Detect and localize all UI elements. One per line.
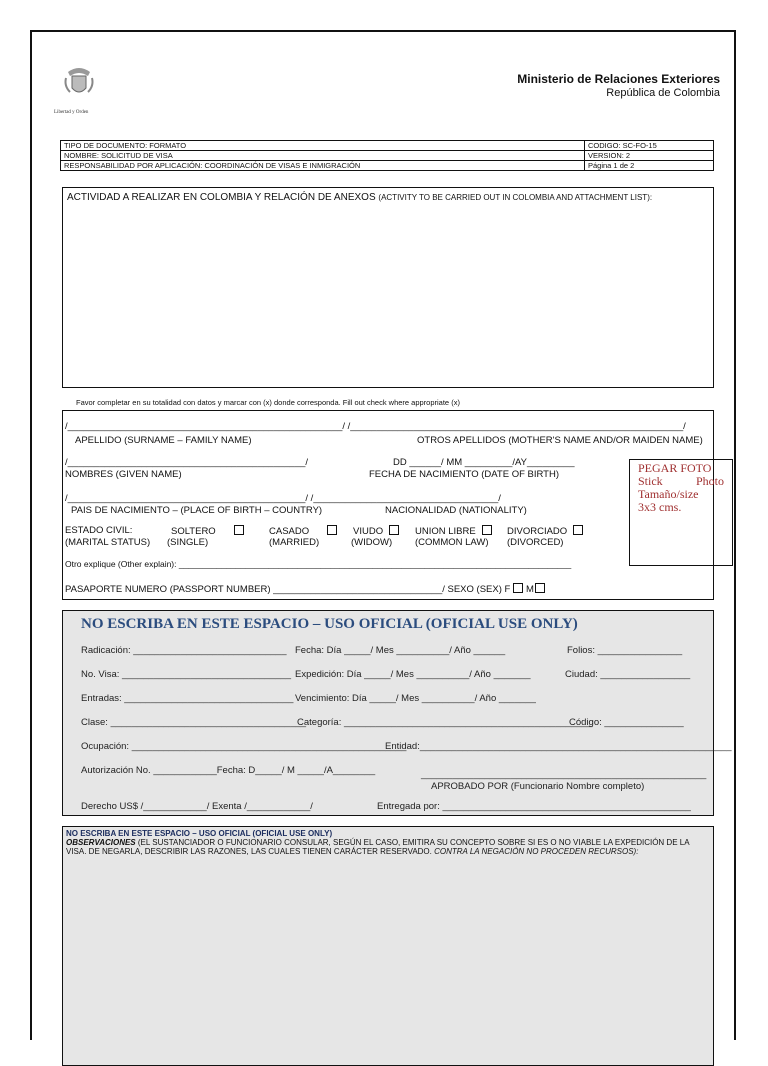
other-explain-field[interactable]: Otro explique (Other explain): ___________________________________________________________________________________ bbox=[65, 559, 572, 569]
meta-code: CODIGO: SC-FO-15 bbox=[585, 141, 714, 151]
birth-place-label: PAIS DE NACIMIENTO – (PLACE OF BIRTH – COUNTRY) bbox=[71, 505, 323, 516]
aprobado-label: APROBADO POR (Funcionario Nombre completo) bbox=[431, 781, 645, 792]
photo-line-4: 3x3 cms. bbox=[638, 500, 682, 514]
activity-field[interactable] bbox=[62, 187, 714, 388]
passport-field[interactable] bbox=[65, 583, 545, 595]
entregada-field[interactable]: Entregada por: _______________________________________________ bbox=[377, 801, 691, 812]
given-name-line[interactable]: /_____________________________________________/ bbox=[65, 457, 309, 468]
republic-name: República de Colombia bbox=[606, 87, 720, 99]
document-meta-table bbox=[60, 140, 714, 171]
married-checkbox[interactable] bbox=[327, 525, 337, 535]
activity-label-en: (ACTIVITY TO BE CARRIED OUT IN COLOMBIA AND ATTACHMENT LIST): bbox=[378, 193, 653, 202]
derecho-field[interactable]: Derecho US$ /____________/ Exenta /____________/ bbox=[81, 801, 313, 812]
civil-status-label: ESTADO CIVIL: bbox=[65, 525, 133, 536]
expedicion-field[interactable]: Expedición: Día _____/ Mes __________/ Año _______ bbox=[295, 669, 531, 680]
fecha-field[interactable]: Fecha: Día _____/ Mes __________/ Año ______ bbox=[295, 645, 506, 656]
single-label: SOLTERO bbox=[171, 526, 216, 537]
observations-text bbox=[66, 838, 710, 856]
meta-name: NOMBRE: SOLICITUD DE VISA bbox=[61, 151, 585, 161]
married-label-en: (MARRIED) bbox=[269, 537, 320, 548]
photo-line-2b: Photo bbox=[695, 474, 724, 488]
codigo-field[interactable]: Código: _______________ bbox=[569, 717, 684, 728]
other-surname-label: OTROS APELLIDOS (MOTHER'S NAME AND/OR MAIDEN NAME) bbox=[417, 435, 703, 446]
married-option[interactable] bbox=[269, 525, 337, 537]
married-label: CASADO bbox=[269, 526, 310, 537]
single-option[interactable] bbox=[171, 525, 244, 537]
folios-field[interactable]: Folios: ________________ bbox=[567, 645, 683, 656]
aprobado-line[interactable]: ______________________________________________________ bbox=[421, 769, 707, 780]
birth-date-line[interactable]: DD ______/ MM _________/AY_________ bbox=[393, 457, 575, 468]
photo-line-2a: Stick bbox=[638, 474, 663, 488]
coat-of-arms-icon bbox=[62, 64, 96, 98]
entidad-field[interactable]: Entidad:___________________________________________________________ bbox=[385, 741, 732, 752]
observations-note: CONTRA LA NEGACIÓN NO PROCEDEN RECURSOS): bbox=[434, 847, 639, 856]
photo-line-1: PEGAR FOTO bbox=[638, 461, 712, 475]
categoria-field[interactable]: Categoría: _______________________________________________ bbox=[297, 717, 593, 728]
sex-m-label: M bbox=[525, 584, 534, 595]
photo-line-3: Tamaño/size bbox=[638, 487, 699, 501]
surname-line[interactable]: /____________________________________________________/ /_______________________________________________________________/ bbox=[65, 421, 686, 432]
ocupacion-field[interactable]: Ocupación: ____________________________________________________ bbox=[81, 741, 407, 752]
divorced-label-en: (DIVORCED) bbox=[507, 537, 564, 548]
official-use-section bbox=[62, 610, 732, 816]
single-checkbox[interactable] bbox=[234, 525, 244, 535]
single-label-en: (SINGLE) bbox=[167, 537, 209, 548]
widow-label-en: (WIDOW) bbox=[351, 537, 393, 548]
visa-form-page bbox=[30, 30, 736, 1040]
visa-number-field[interactable]: No. Visa: ________________________________ bbox=[81, 669, 292, 680]
ministry-name: Ministerio de Relaciones Exteriores bbox=[517, 72, 720, 86]
ministry-header bbox=[517, 72, 720, 99]
widow-label: VIUDO bbox=[353, 526, 384, 537]
autorizacion-field[interactable]: Autorización No. ____________Fecha: D_____/ M _____/A________ bbox=[81, 765, 376, 776]
meta-version: VERSION: 2 bbox=[585, 151, 714, 161]
divorced-option[interactable] bbox=[507, 525, 583, 537]
entradas-field[interactable]: Entradas: ________________________________ bbox=[81, 693, 294, 704]
instructions-text: Favor completar en su totalidad con datos y marcar con (x) donde corresponda. Fill out check where appropriate (x) bbox=[76, 398, 460, 407]
union-option[interactable] bbox=[415, 525, 492, 537]
divorced-checkbox[interactable] bbox=[573, 525, 583, 535]
clase-field[interactable]: Clase: _____________________________________ bbox=[81, 717, 307, 728]
nationality-label: NACIONALIDAD (NATIONALITY) bbox=[385, 505, 527, 516]
surname-label: APELLIDO (SURNAME – FAMILY NAME) bbox=[75, 435, 252, 446]
meta-page: Página 1 de 2 bbox=[585, 161, 714, 171]
observations-title: NO ESCRIBA EN ESTE ESPACIO – USO OFICIAL (OFICIAL USE ONLY) bbox=[66, 829, 333, 838]
sex-f-checkbox[interactable] bbox=[513, 583, 523, 593]
official-title: NO ESCRIBA EN ESTE ESPACIO – USO OFICIAL (OFICIAL USE ONLY) bbox=[81, 616, 578, 632]
activity-label: ACTIVIDAD A REALIZAR EN COLOMBIA Y RELACIÓN DE ANEXOS bbox=[67, 192, 376, 203]
observations-section[interactable] bbox=[62, 826, 714, 1066]
ciudad-field[interactable]: Ciudad: _________________ bbox=[565, 669, 691, 680]
passport-label: PASAPORTE NUMERO (PASSPORT NUMBER) ________________________________/ SEXO (SEX) F bbox=[65, 584, 511, 595]
birth-place-line[interactable]: /_____________________________________________/ /___________________________________/ bbox=[65, 493, 501, 504]
widow-checkbox[interactable] bbox=[389, 525, 399, 535]
observations-body: (EL SUSTANCIADOR O FUNCIONARIO CONSULAR, SEGÚN EL CASO, EMITIRA SU CONCEPTO SOBRE SI ES O NO VIABLE LA EXPEDICIÓN DE LA VISA. DE NEGARLA, DESCRIBIR LAS RAZONES, LAS CUALES TIENEN CARÁCTER RESERVADO. bbox=[66, 838, 690, 856]
divorced-label: DIVORCIADO bbox=[507, 526, 568, 537]
meta-doc-type: TIPO DE DOCUMENTO: FORMATO bbox=[61, 141, 585, 151]
given-name-label: NOMBRES (GIVEN NAME) bbox=[65, 469, 182, 480]
sex-m-checkbox[interactable] bbox=[535, 583, 545, 593]
civil-status-label-en: (MARITAL STATUS) bbox=[65, 537, 151, 548]
widow-option[interactable] bbox=[353, 525, 399, 537]
union-label-en: (COMMON LAW) bbox=[415, 537, 489, 548]
meta-responsibility: RESPONSABILIDAD POR APLICACIÓN: COORDINACIÓN DE VISAS E INMIGRACIÓN bbox=[61, 161, 585, 171]
observations-label: OBSERVACIONES bbox=[66, 838, 136, 847]
birth-date-label: FECHA DE NACIMIENTO (DATE OF BIRTH) bbox=[369, 469, 560, 480]
photo-box[interactable] bbox=[629, 459, 733, 566]
vencimiento-field[interactable]: Vencimiento: Día _____/ Mes __________/ Año _______ bbox=[295, 693, 536, 704]
union-label: UNION LIBRE bbox=[415, 526, 476, 537]
union-checkbox[interactable] bbox=[482, 525, 492, 535]
motto-text: Libertad y Orden bbox=[54, 110, 89, 115]
radicacion-field[interactable]: Radicación: _____________________________ bbox=[81, 645, 287, 656]
personal-data-section bbox=[62, 410, 724, 600]
